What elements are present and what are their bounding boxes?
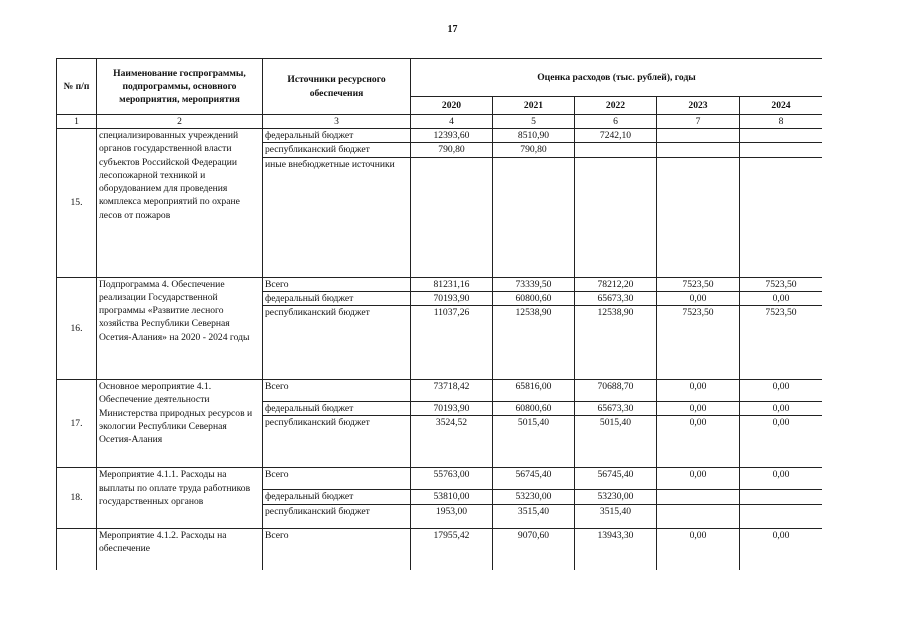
header-year: 2023 <box>657 97 740 115</box>
value-cell <box>740 504 823 528</box>
header-year: 2021 <box>493 97 575 115</box>
header-year: 2022 <box>575 97 657 115</box>
header-year: 2020 <box>411 97 493 115</box>
value-cell: 0,00 <box>657 416 740 468</box>
value-cell: 65673,30 <box>575 291 657 305</box>
source-label: федеральный бюджет <box>263 490 411 504</box>
row-name: Подпрограмма 4. Обеспечение реализации Государственной программы «Развитие лесного хозяйства Республики Северная Осетия-Алания» на 2020 - 2024 годы <box>97 277 263 379</box>
value-cell: 790,80 <box>493 143 575 157</box>
row-name: Мероприятие 4.1.2. Расходы на обеспечение <box>97 528 263 570</box>
value-cell: 7523,50 <box>740 277 823 291</box>
column-number: 2 <box>97 115 263 129</box>
table-row <box>57 129 823 143</box>
row-number: 18. <box>57 468 97 528</box>
value-cell: 60800,60 <box>493 291 575 305</box>
value-cell: 12393,60 <box>411 129 493 143</box>
value-cell: 0,00 <box>740 528 823 570</box>
value-cell: 790,80 <box>411 143 493 157</box>
value-cell: 3515,40 <box>575 504 657 528</box>
value-cell: 0,00 <box>657 380 740 402</box>
value-cell: 7523,50 <box>657 277 740 291</box>
value-cell <box>657 157 740 277</box>
value-cell <box>740 157 823 277</box>
source-label: Всего <box>263 528 411 570</box>
source-label: федеральный бюджет <box>263 129 411 143</box>
column-number: 3 <box>263 115 411 129</box>
row-name: Основное мероприятие 4.1. Обеспечение деятельности Министерства природных ресурсов и экологии Республики Северная Осетия-Алания <box>97 380 263 468</box>
row-number <box>57 528 97 570</box>
source-label: Всего <box>263 277 411 291</box>
page-number: 17 <box>447 24 458 35</box>
value-cell: 0,00 <box>740 291 823 305</box>
source-label: федеральный бюджет <box>263 291 411 305</box>
value-cell <box>657 129 740 143</box>
value-cell: 73718,42 <box>411 380 493 402</box>
value-cell: 7523,50 <box>740 306 823 380</box>
source-label: иные внебюджетные источники <box>263 157 411 277</box>
source-label: республиканский бюджет <box>263 143 411 157</box>
value-cell: 0,00 <box>657 528 740 570</box>
column-number: 1 <box>57 115 97 129</box>
header-source: Источники ресурсного обеспечения <box>263 59 411 115</box>
expenses-table <box>56 58 822 570</box>
header-num: № п/п <box>57 59 97 115</box>
value-cell: 78212,20 <box>575 277 657 291</box>
value-cell: 11037,26 <box>411 306 493 380</box>
value-cell: 53230,00 <box>493 490 575 504</box>
value-cell: 0,00 <box>657 468 740 490</box>
value-cell: 7523,50 <box>657 306 740 380</box>
value-cell <box>411 157 493 277</box>
source-label: федеральный бюджет <box>263 402 411 416</box>
value-cell: 70193,90 <box>411 291 493 305</box>
value-cell: 65673,30 <box>575 402 657 416</box>
table-row <box>57 380 823 402</box>
value-cell: 0,00 <box>740 380 823 402</box>
value-cell: 3515,40 <box>493 504 575 528</box>
value-cell: 53810,00 <box>411 490 493 504</box>
value-cell: 7242,10 <box>575 129 657 143</box>
source-label: республиканский бюджет <box>263 504 411 528</box>
value-cell: 3524,52 <box>411 416 493 468</box>
source-label: Всего <box>263 380 411 402</box>
value-cell: 0,00 <box>740 468 823 490</box>
value-cell: 0,00 <box>657 402 740 416</box>
value-cell: 0,00 <box>740 402 823 416</box>
value-cell <box>657 504 740 528</box>
column-number: 5 <box>493 115 575 129</box>
header-name: Наименование госпрограммы, подпрограммы, основного мероприятия, мероприятия <box>97 59 263 115</box>
value-cell: 56745,40 <box>493 468 575 490</box>
value-cell <box>493 157 575 277</box>
value-cell: 55763,00 <box>411 468 493 490</box>
value-cell: 0,00 <box>740 416 823 468</box>
column-number: 4 <box>411 115 493 129</box>
source-label: республиканский бюджет <box>263 416 411 468</box>
value-cell: 8510,90 <box>493 129 575 143</box>
value-cell: 70688,70 <box>575 380 657 402</box>
value-cell: 65816,00 <box>493 380 575 402</box>
table-container <box>56 58 822 570</box>
value-cell <box>740 129 823 143</box>
row-number: 17. <box>57 380 97 468</box>
source-label: Всего <box>263 468 411 490</box>
value-cell: 56745,40 <box>575 468 657 490</box>
value-cell <box>575 157 657 277</box>
value-cell <box>657 143 740 157</box>
table-row <box>57 468 823 490</box>
value-cell: 17955,42 <box>411 528 493 570</box>
row-name: Мероприятие 4.1.1. Расходы на выплаты по оплате труда работников государственных органов <box>97 468 263 528</box>
row-number: 16. <box>57 277 97 379</box>
value-cell <box>740 143 823 157</box>
value-cell: 81231,16 <box>411 277 493 291</box>
value-cell: 60800,60 <box>493 402 575 416</box>
row-name: специализированных учреждений органов государственной власти субъектов Российской Федерации лесопожарной техникой и оборудованием для проведения комплекса мероприятий по охране лесов от пожаров <box>97 129 263 277</box>
value-cell: 12538,90 <box>493 306 575 380</box>
value-cell: 5015,40 <box>493 416 575 468</box>
source-label: республиканский бюджет <box>263 306 411 380</box>
value-cell <box>657 490 740 504</box>
value-cell: 53230,00 <box>575 490 657 504</box>
column-number: 8 <box>740 115 823 129</box>
value-cell: 0,00 <box>657 291 740 305</box>
column-number: 7 <box>657 115 740 129</box>
value-cell: 73339,50 <box>493 277 575 291</box>
header-year: 2024 <box>740 97 823 115</box>
value-cell: 12538,90 <box>575 306 657 380</box>
value-cell: 70193,90 <box>411 402 493 416</box>
value-cell: 9070,60 <box>493 528 575 570</box>
row-number: 15. <box>57 129 97 277</box>
value-cell: 5015,40 <box>575 416 657 468</box>
value-cell <box>575 143 657 157</box>
table-row <box>57 277 823 291</box>
table-row <box>57 528 823 570</box>
header-estimate: Оценка расходов (тыс. рублей), годы <box>411 59 823 97</box>
value-cell <box>740 490 823 504</box>
column-number: 6 <box>575 115 657 129</box>
value-cell: 13943,30 <box>575 528 657 570</box>
value-cell: 1953,00 <box>411 504 493 528</box>
